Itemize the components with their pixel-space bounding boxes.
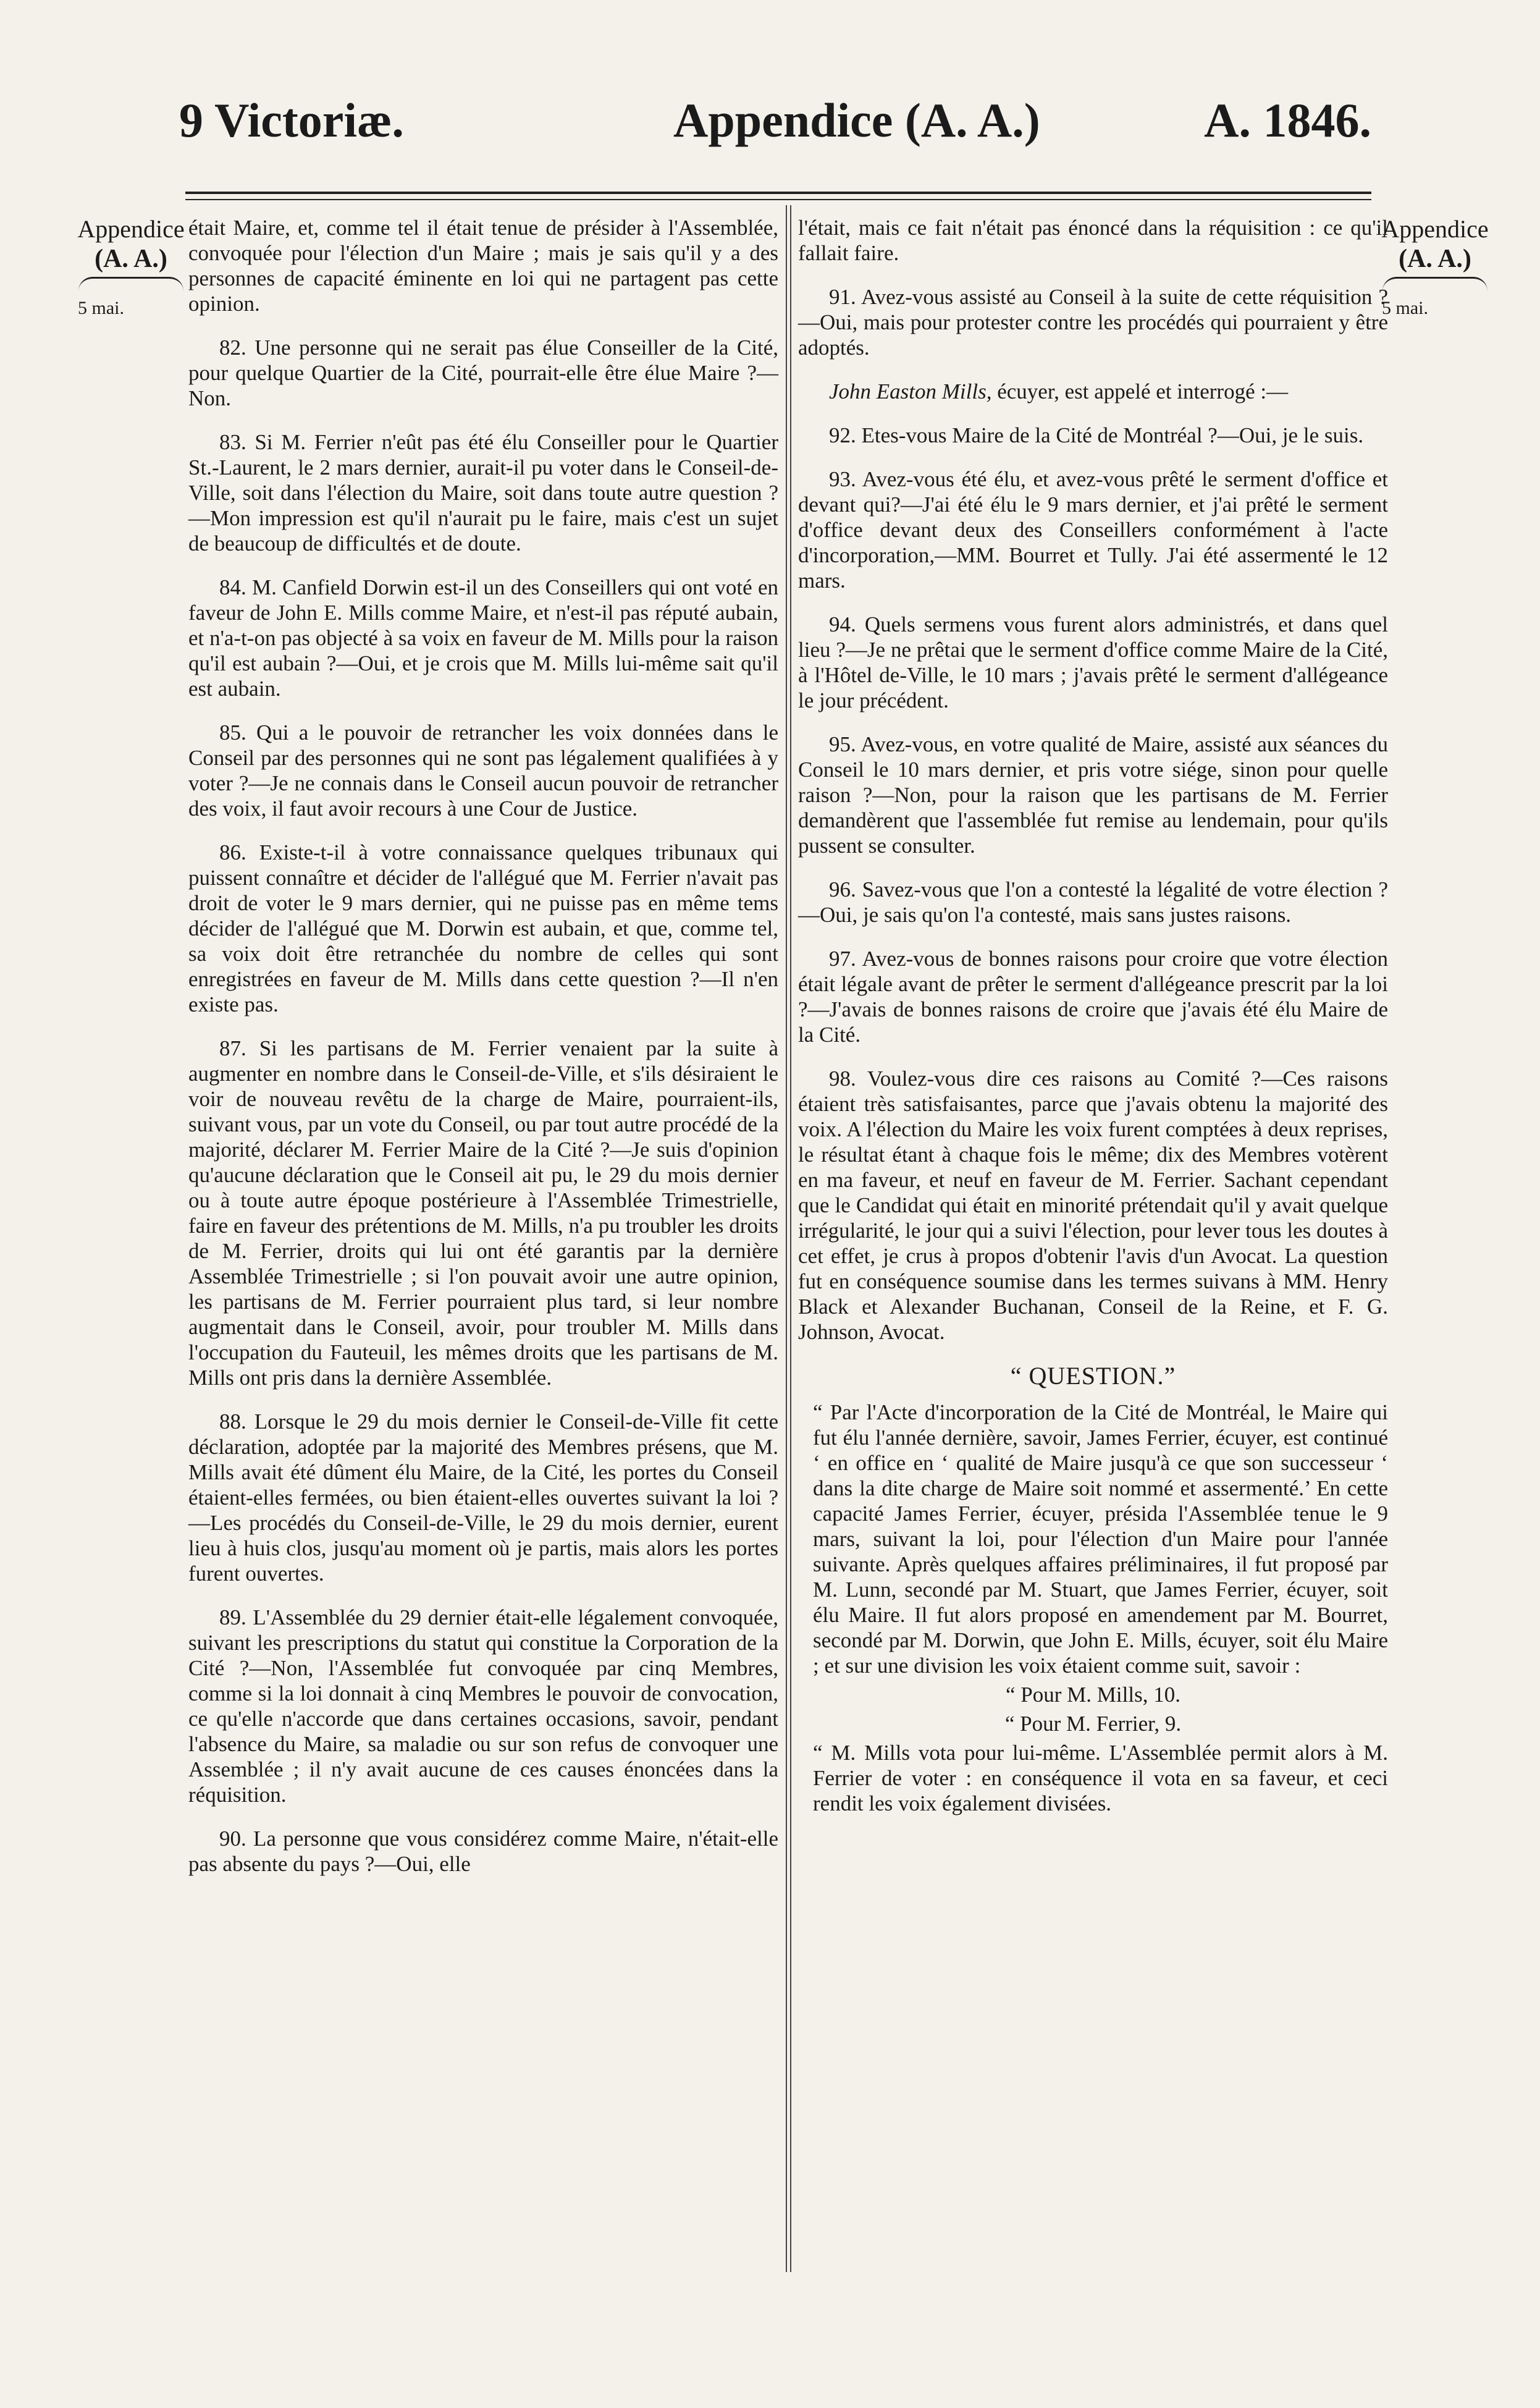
- question-84: 84. M. Canfield Dorwin est-il un des Conseillers qui ont voté en faveur de John E. Mills comme Maire, et n'est-il pas réputé aubain, et n'a-t-on pas objecté à sa voix en faveur de M. Mills pour la raison qu'il est aubain ?—Oui, et je crois que M. Mills lui-même sait qu'il est aubain.: [188, 575, 778, 701]
- question-85: 85. Qui a le pouvoir de retrancher les voix données dans le Conseil par des personnes qui ne sont pas légalement qualifiées à y voter ?—Je ne connais dans le Conseil aucun pouvoir de retrancher des voix, il faut avoir recours à une Cour de Justice.: [188, 720, 778, 821]
- header-rule-thick: [185, 192, 1371, 194]
- margin-appendix-label: Appendice: [77, 215, 185, 243]
- margin-date: 5 mai.: [78, 298, 124, 318]
- margin-note-right: [1373, 215, 1497, 321]
- question-82: 82. Une personne qui ne serait pas élue Conseiller de la Cité, pour quelque Quartier de la Cité, pourrait-elle être élue Maire ?—Non.: [188, 336, 778, 410]
- column-separator: [786, 205, 787, 2272]
- margin-appendix-code: (A. A.): [1399, 245, 1471, 273]
- witness-name: John Easton Mills,: [829, 379, 992, 403]
- paragraph-continuation: l'était, mais ce fait n'était pas énoncé dans la réquisition : ce qu'il fallait faire.: [798, 216, 1388, 265]
- question-87: 87. Si les partisans de M. Ferrier venaient par la suite à augmenter en nombre dans le Conseil-de-Ville, et s'ils désiraient le voir de nouveau revêtu de la charge de Maire, pourraient-ils, suivant vous, par un vote du Conseil, ou par tout autre procédé de la majorité, déclarer M. Ferrier Maire de la Cité ?—Je suis d'opinion qu'aucune déclaration que le Conseil ait pu, le 29 du mois dernier ou à toute autre époque postérieure à l'Assemblée Trimestrielle, faire en faveur des prétentions de M. Mills, n'a pu troubler les droits de M. Ferrier, droits qui lui ont été garantis par la dernière Assemblée Trimestrielle ; si l'on pouvait avoir une autre opinion, les partisans de M. Ferrier pourraient plus tard, si leur nombre augmentait dans le Conseil, avoir, pour troubler M. Mills dans l'occupation du Fauteuil, les mêmes droits que les partisans de M. Mills ont pris dans la dernière Assemblée.: [188, 1036, 778, 1390]
- header-session: 9 Victoriæ.: [179, 93, 404, 147]
- question-89: 89. L'Assemblée du 29 dernier était-elle légalement convoquée, suivant les prescriptions du statut qui constitue la Corporation de la Cité ?—Non, l'Assemblée fut convoquée par cinq Membres, comme si la loi donnait à cinq Membres le pouvoir de convocation, ce qu'elle n'accorde que dans certaines occasions, savoir, pendant l'absence du Maire, sa maladie ou sur son refus de convoquer une Assemblée ; il n'y avait aucune de ces causes énoncées dans la réquisition.: [188, 1605, 778, 1807]
- question-86: 86. Existe-t-il à votre connaissance quelques tribunaux qui puissent connaître et décider de l'allégué que M. Ferrier n'avait pas droit de voter le 9 mars dernier, qui ne puisse pas en même tems décider de l'allégué que M. Dorwin est aubain, et que, comme tel, sa voix doit être retranchée du nombre de celles qui sont enregistrées en faveur de M. Mills dans cette question ?—Il n'en existe pas.: [188, 840, 778, 1016]
- header-rule-thin: [185, 199, 1371, 200]
- left-column: [188, 215, 778, 1895]
- question-95: 95. Avez-vous, en votre qualité de Maire, assisté aux séances du Conseil le 10 mars dernier, et pris votre siége, sinon pour quelle raison ?—Non, pour la raison que les partisans de M. Ferrier demandèrent que l'assemblée fut remise au lendemain, pour qu'ils pussent se consulter.: [798, 732, 1388, 858]
- question-96: 96. Savez-vous que l'on a contesté la légalité de votre élection ?—Oui, je sais qu'on l'a contesté, mais sans justes raisons.: [798, 877, 1388, 927]
- right-column: [798, 215, 1388, 1816]
- witness-called: [798, 379, 1388, 404]
- witness-intro: écuyer, est appelé et interrogé :—: [991, 379, 1289, 403]
- margin-appendix-code: (A. A.): [95, 245, 167, 273]
- margin-appendix-label: Appendice: [1381, 215, 1489, 243]
- question-94: 94. Quels sermens vous furent alors administrés, et dans quel lieu ?—Je ne prêtai que le serment d'office comme Maire de la Cité, à l'Hôtel de-Ville, le 10 mars ; j'avais prêté le serment d'allégeance le jour précédent.: [798, 612, 1388, 712]
- question-88: 88. Lorsque le 29 du mois dernier le Conseil-de-Ville fit cette déclaration, adoptée par la majorité des Membres présens, que M. Mills avait été dûment élu Maire, de la Cité, les portes du Conseil étaient-elles fermées, ou bien étaient-elles ouvertes suivant la loi ?—Les procédés du Conseil-de-Ville, le 29 du mois dernier, eurent lieu à huis clos, jusqu'au moment où je partis, mais alors les portes furent ouvertes.: [188, 1409, 778, 1586]
- question-92: 92. Etes-vous Maire de la Cité de Montréal ?—Oui, je le suis.: [829, 423, 1364, 447]
- question-heading: “ QUESTION.”: [1010, 1362, 1176, 1390]
- quoted-question-text: “ M. Mills vota pour lui-même. L'Assemblée permit alors à M. Ferrier de voter : en conséquence il vota en sa faveur, et ceci rendit les voix également divisées.: [813, 1741, 1388, 1815]
- header-year: A. 1846.: [1204, 93, 1371, 147]
- question-83: 83. Si M. Ferrier n'eût pas été élu Conseiller pour le Quartier St.-Laurent, le 2 mars dernier, aurait-il pu voter dans le Conseil-de-Ville, soit dans l'élection du Maire, soit dans toute autre question ?—Mon impression est qu'il n'aurait pu le faire, mais c'est un sujet de beaucoup de difficultés et de doute.: [188, 430, 778, 556]
- vote-count-mills: “ Pour M. Mills, 10.: [1006, 1683, 1180, 1707]
- column-separator: [790, 205, 791, 2272]
- margin-date: 5 mai.: [1382, 298, 1428, 318]
- question-93: 93. Avez-vous été élu, et avez-vous prêté le serment d'office et devant qui?—J'ai été élu le 9 mars dernier, et j'ai prêté le serment d'office devant deux des Conseillers conformément à l'acte d'incorporation,—MM. Bourret et Tully. J'ai été assermenté le 12 mars.: [798, 467, 1388, 593]
- question-97: 97. Avez-vous de bonnes raisons pour croire que votre élection était légale avant de prêter le serment d'allégeance prescrit par la loi ?—J'avais de bonnes raisons de croire que j'avais été élu Maire de la Cité.: [798, 947, 1388, 1047]
- question-91: 91. Avez-vous assisté au Conseil à la suite de cette réquisition ?—Oui, mais pour protester contre les procédés qui pourraient y être adoptés.: [798, 285, 1388, 360]
- question-90: 90. La personne que vous considérez comme Maire, n'était-elle pas absente du pays ?—Oui, elle: [188, 1827, 778, 1876]
- margin-note-left: [69, 215, 193, 321]
- paragraph-continuation: était Maire, et, comme tel il était tenue de présider à l'Assemblée, convoquée pour l'élection d'un Maire ; mais je sais qu'il y a des personnes de capacité éminente en loi qui ne partagent pas cette opinion.: [188, 216, 778, 316]
- vote-count-ferrier: “ Pour M. Ferrier, 9.: [1004, 1712, 1182, 1736]
- margin-brace: [78, 277, 183, 291]
- margin-brace: [1382, 277, 1487, 291]
- question-98: 98. Voulez-vous dire ces raisons au Comité ?—Ces raisons étaient très satisfaisantes, parce que j'avais obtenu la majorité des voix. A l'élection du Maire les voix furent comptées à deux reprises, le résultat étant à chaque fois le même; dix des Membres votèrent en ma faveur, et neuf en faveur de M. Ferrier. Sachant cependant que le Candidat qui était en minorité prétendait qu'il y avait quelque irrégularité, le jour qui a suivi l'élection, pour lever tous les doutes à cet effet, je crus à propos d'obtenir l'avis d'un Avocat. La question fut en conséquence soumise dans les termes suivans à MM. Henry Black et Alexander Buchanan, Conseil de la Reine, et F. G. Johnson, Avocat.: [798, 1067, 1388, 1344]
- quoted-question-text: “ Par l'Acte d'incorporation de la Cité de Montréal, le Maire qui fut élu l'année dernière, savoir, James Ferrier, écuyer, est continué ‘ en office en ‘ qualité de Maire jusqu'à ce que son successeur ‘ dans la dite charge de Maire soit nommé et assermenté.’ En cette capacité James Ferrier, écuyer, présida l'Assemblée tenue le 9 mars, suivant la loi, pour l'élection d'un Maire pour l'année suivante. Après quelques affaires préliminaires, il fut proposé par M. Lunn, secondé par M. Stuart, que James Ferrier, écuyer, soit élu Maire. Il fut alors proposé en amendement par M. Bourret, secondé par M. Dorwin, que John E. Mills, écuyer, soit élu Maire ; et sur une division les voix étaient comme suit, savoir :: [813, 1400, 1388, 1678]
- header-appendix: Appendice (A. A.): [673, 93, 1040, 147]
